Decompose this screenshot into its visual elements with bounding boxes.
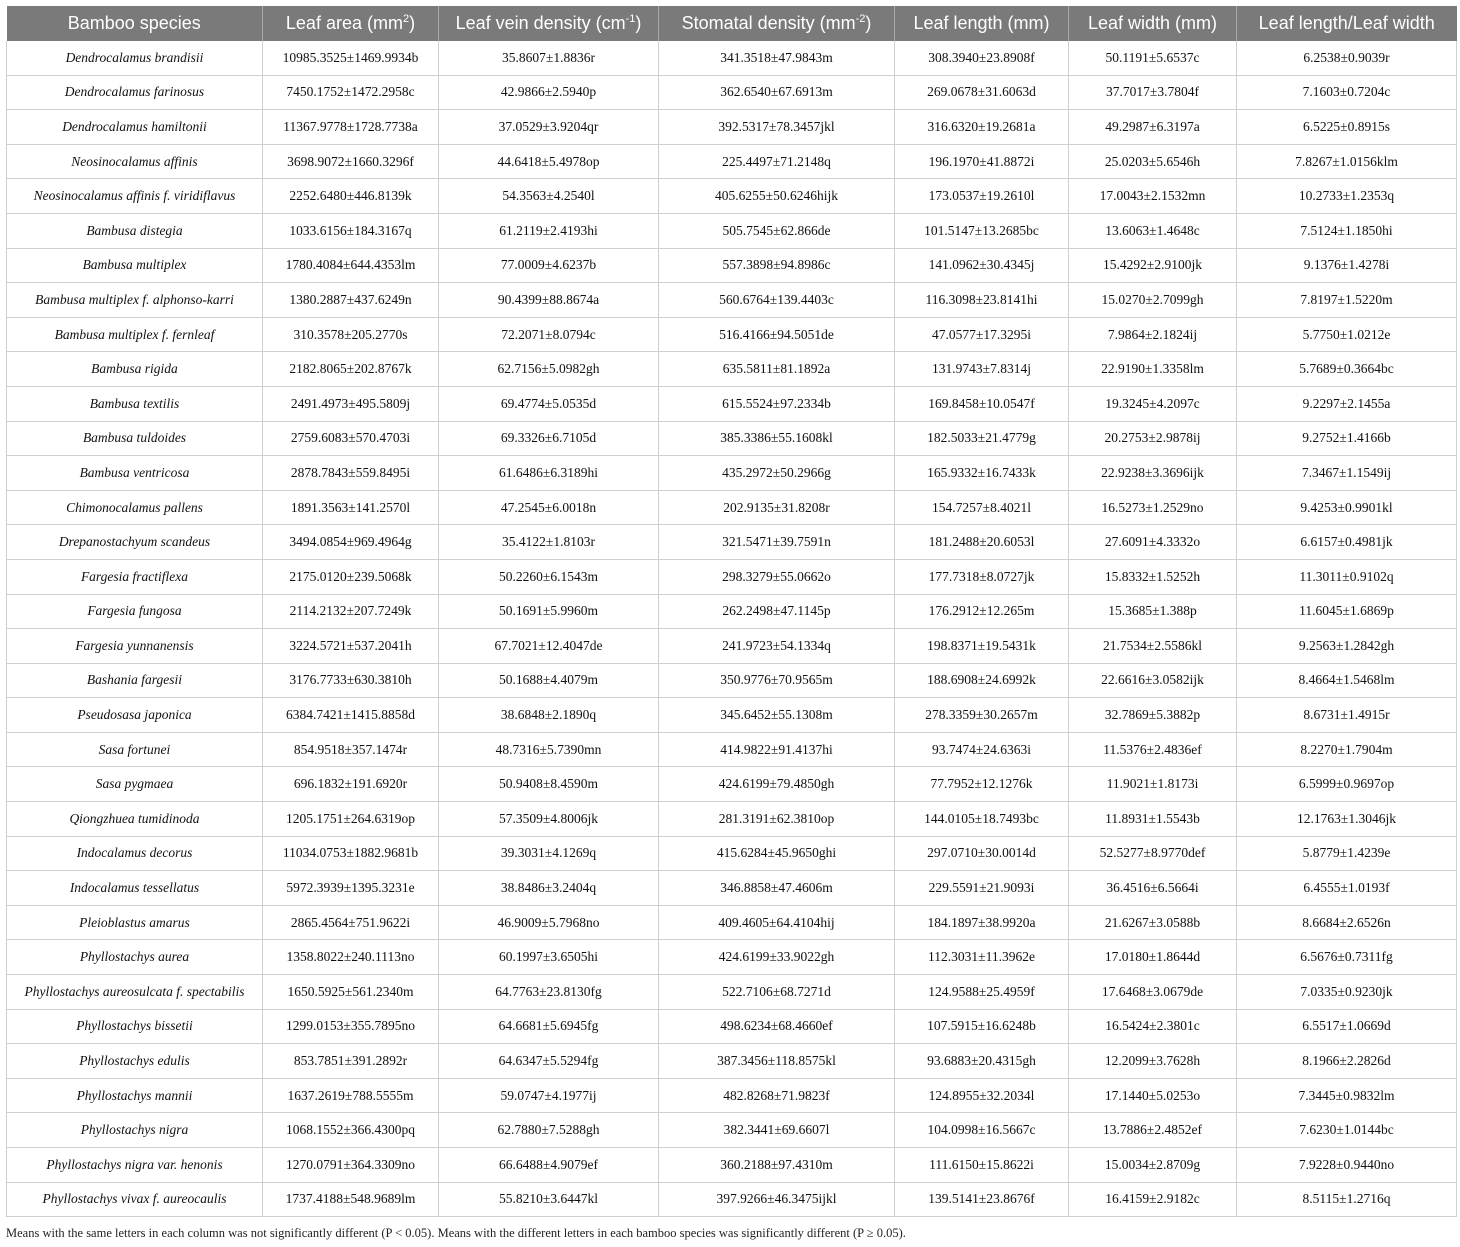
leaf-area-cell: 2878.7843±559.8495i	[263, 456, 439, 491]
species-cell: Indocalamus tessellatus	[7, 871, 263, 906]
vein-density-cell: 39.3031±4.1269q	[439, 836, 659, 871]
stomatal-density-cell: 435.2972±50.2966g	[659, 456, 895, 491]
vein-density-cell: 54.3563±4.2540l	[439, 179, 659, 214]
leaf-width-cell: 13.6063±1.4648c	[1069, 213, 1237, 248]
table-row	[7, 1148, 1457, 1183]
leaf-area-cell: 2175.0120±239.5068k	[263, 559, 439, 594]
table-row	[7, 179, 1457, 214]
species-cell: Bambusa multiplex f. alphonso-karri	[7, 283, 263, 318]
leaf-width-cell: 7.9864±2.1824ij	[1069, 317, 1237, 352]
ratio-cell: 6.4555±1.0193f	[1237, 871, 1457, 906]
leaf-length-cell: 198.8371±19.5431k	[895, 629, 1069, 664]
table-row	[7, 144, 1457, 179]
ratio-cell: 7.6230±1.0144bc	[1237, 1113, 1457, 1148]
leaf-width-cell: 15.4292±2.9100jk	[1069, 248, 1237, 283]
leaf-width-cell: 22.6616±3.0582ijk	[1069, 663, 1237, 698]
vein-density-cell: 64.7763±23.8130fg	[439, 975, 659, 1010]
leaf-width-cell: 16.5424±2.3801c	[1069, 1009, 1237, 1044]
stomatal-density-cell: 392.5317±78.3457jkl	[659, 110, 895, 145]
table-row	[7, 110, 1457, 145]
ratio-cell: 6.5225±0.8915s	[1237, 110, 1457, 145]
table-row	[7, 386, 1457, 421]
leaf-area-cell: 1033.6156±184.3167q	[263, 213, 439, 248]
ratio-cell: 9.2563±1.2842gh	[1237, 629, 1457, 664]
species-cell: Bambusa tuldoides	[7, 421, 263, 456]
ratio-cell: 12.1763±1.3046jk	[1237, 802, 1457, 837]
leaf-width-cell: 25.0203±5.6546h	[1069, 144, 1237, 179]
vein-density-cell: 55.8210±3.6447kl	[439, 1182, 659, 1217]
ratio-cell: 6.2538±0.9039r	[1237, 41, 1457, 75]
species-cell: Bambusa textilis	[7, 386, 263, 421]
leaf-width-cell: 11.5376±2.4836ef	[1069, 732, 1237, 767]
stomatal-density-cell: 346.8858±47.4606m	[659, 871, 895, 906]
vein-density-cell: 46.9009±5.7968no	[439, 905, 659, 940]
vein-density-cell: 38.8486±3.2404q	[439, 871, 659, 906]
ratio-cell: 7.8267±1.0156klm	[1237, 144, 1457, 179]
leaf-area-cell: 3494.0854±969.4964g	[263, 525, 439, 560]
stomatal-density-cell: 262.2498±47.1145p	[659, 594, 895, 629]
species-cell: Drepanostachyum scandeus	[7, 525, 263, 560]
table-row	[7, 940, 1457, 975]
vein-density-cell: 66.6488±4.9079ef	[439, 1148, 659, 1183]
stomatal-density-cell: 321.5471±39.7591n	[659, 525, 895, 560]
leaf-area-cell: 696.1832±191.6920r	[263, 767, 439, 802]
species-cell: Dendrocalamus farinosus	[7, 75, 263, 110]
species-cell: Bashania fargesii	[7, 663, 263, 698]
leaf-width-cell: 16.4159±2.9182c	[1069, 1182, 1237, 1217]
leaf-area-cell: 1650.5925±561.2340m	[263, 975, 439, 1010]
stomatal-density-cell: 345.6452±55.1308m	[659, 698, 895, 733]
vein-density-cell: 77.0009±4.6237b	[439, 248, 659, 283]
leaf-length-cell: 196.1970±41.8872i	[895, 144, 1069, 179]
leaf-length-cell: 93.7474±24.6363i	[895, 732, 1069, 767]
species-cell: Bambusa rigida	[7, 352, 263, 387]
species-cell: Phyllostachys nigra var. henonis	[7, 1148, 263, 1183]
vein-density-cell: 61.2119±2.4193hi	[439, 213, 659, 248]
stomatal-density-cell: 615.5524±97.2334b	[659, 386, 895, 421]
species-cell: Bambusa distegia	[7, 213, 263, 248]
ratio-cell: 7.1603±0.7204c	[1237, 75, 1457, 110]
stomatal-density-cell: 385.3386±55.1608kl	[659, 421, 895, 456]
vein-density-cell: 44.6418±5.4978op	[439, 144, 659, 179]
header-leaf-width: Leaf width (mm)	[1069, 6, 1237, 41]
header-leaf-vein-density: Leaf vein density $(cm^{-1})$	[439, 6, 659, 41]
ratio-cell: 8.6684±2.6526n	[1237, 905, 1457, 940]
vein-density-cell: 42.9866±2.5940p	[439, 75, 659, 110]
ratio-cell: 6.5676±0.7311fg	[1237, 940, 1457, 975]
leaf-length-cell: 101.5147±13.2685bc	[895, 213, 1069, 248]
leaf-area-cell: 2759.6083±570.4703i	[263, 421, 439, 456]
ratio-cell: 6.5517±1.0669d	[1237, 1009, 1457, 1044]
stomatal-density-cell: 635.5811±81.1892a	[659, 352, 895, 387]
leaf-length-cell: 107.5915±16.6248b	[895, 1009, 1069, 1044]
table-row	[7, 836, 1457, 871]
ratio-cell: 7.5124±1.1850hi	[1237, 213, 1457, 248]
leaf-width-cell: 15.0270±2.7099gh	[1069, 283, 1237, 318]
table-container	[6, 6, 1456, 1217]
stomatal-density-cell: 414.9822±91.4137hi	[659, 732, 895, 767]
leaf-area-cell: 11367.9778±1728.7738a	[263, 110, 439, 145]
leaf-length-cell: 316.6320±19.2681a	[895, 110, 1069, 145]
table-row	[7, 456, 1457, 491]
table-row	[7, 283, 1457, 318]
leaf-width-cell: 19.3245±4.2097c	[1069, 386, 1237, 421]
leaf-length-cell: 144.0105±18.7493bc	[895, 802, 1069, 837]
header-leaf-length: Leaf length (mm)	[895, 6, 1069, 41]
leaf-area-cell: 2114.2132±207.7249k	[263, 594, 439, 629]
leaf-area-cell: 1358.8022±240.1113no	[263, 940, 439, 975]
stomatal-density-cell: 397.9266±46.3475ijkl	[659, 1182, 895, 1217]
table-row	[7, 248, 1457, 283]
stomatal-density-cell: 498.6234±68.4660ef	[659, 1009, 895, 1044]
leaf-length-cell: 278.3359±30.2657m	[895, 698, 1069, 733]
leaf-traits-table	[6, 6, 1457, 1217]
ratio-cell: 6.5999±0.9697op	[1237, 767, 1457, 802]
table-row	[7, 317, 1457, 352]
leaf-width-cell: 15.8332±1.5252h	[1069, 559, 1237, 594]
vein-density-cell: 69.4774±5.0535d	[439, 386, 659, 421]
ratio-cell: 7.3445±0.9832lm	[1237, 1078, 1457, 1113]
stomatal-density-cell: 225.4497±71.2148q	[659, 144, 895, 179]
ratio-cell: 9.2297±2.1455a	[1237, 386, 1457, 421]
table-row	[7, 905, 1457, 940]
species-cell: Fargesia yunnanensis	[7, 629, 263, 664]
table-row	[7, 698, 1457, 733]
vein-density-cell: 61.6486±6.3189hi	[439, 456, 659, 491]
leaf-length-cell: 165.9332±16.7433k	[895, 456, 1069, 491]
species-cell: Bambusa ventricosa	[7, 456, 263, 491]
vein-density-cell: 60.1997±3.6505hi	[439, 940, 659, 975]
leaf-area-cell: 5972.3939±1395.3231e	[263, 871, 439, 906]
leaf-area-cell: 2491.4973±495.5809j	[263, 386, 439, 421]
leaf-width-cell: 15.0034±2.8709g	[1069, 1148, 1237, 1183]
leaf-area-cell: 853.7851±391.2892r	[263, 1044, 439, 1079]
leaf-width-cell: 15.3685±1.388p	[1069, 594, 1237, 629]
leaf-width-cell: 50.1191±5.6537c	[1069, 41, 1237, 75]
vein-density-cell: 59.0747±4.1977ij	[439, 1078, 659, 1113]
ratio-cell: 11.6045±1.6869p	[1237, 594, 1457, 629]
species-cell: Sasa pygmaea	[7, 767, 263, 802]
species-cell: Phyllostachys aureosulcata f. spectabilis	[7, 975, 263, 1010]
ratio-cell: 6.6157±0.4981jk	[1237, 525, 1457, 560]
stomatal-density-cell: 409.4605±64.4104hij	[659, 905, 895, 940]
leaf-area-cell: 2252.6480±446.8139k	[263, 179, 439, 214]
vein-density-cell: 57.3509±4.8006jk	[439, 802, 659, 837]
species-cell: Phyllostachys bissetii	[7, 1009, 263, 1044]
ratio-cell: 7.9228±0.9440no	[1237, 1148, 1457, 1183]
ratio-cell: 8.4664±1.5468lm	[1237, 663, 1457, 698]
species-cell: Pseudosasa japonica	[7, 698, 263, 733]
stomatal-density-cell: 241.9723±54.1334q	[659, 629, 895, 664]
species-cell: Phyllostachys nigra	[7, 1113, 263, 1148]
stomatal-density-cell: 424.6199±33.9022gh	[659, 940, 895, 975]
vein-density-cell: 35.8607±1.8836r	[439, 41, 659, 75]
ratio-cell: 5.7750±1.0212e	[1237, 317, 1457, 352]
species-cell: Neosinocalamus affinis f. viridiflavus	[7, 179, 263, 214]
leaf-area-cell: 2865.4564±751.9622i	[263, 905, 439, 940]
ratio-cell: 8.1966±2.2826d	[1237, 1044, 1457, 1079]
species-cell: Fargesia fractiflexa	[7, 559, 263, 594]
leaf-length-cell: 188.6908±24.6992k	[895, 663, 1069, 698]
stomatal-density-cell: 382.3441±69.6607l	[659, 1113, 895, 1148]
header-species: Bamboo species	[7, 6, 263, 41]
leaf-width-cell: 13.7886±2.4852ef	[1069, 1113, 1237, 1148]
table-row	[7, 352, 1457, 387]
table-row	[7, 490, 1457, 525]
leaf-length-cell: 139.5141±23.8676f	[895, 1182, 1069, 1217]
leaf-length-cell: 93.6883±20.4315gh	[895, 1044, 1069, 1079]
leaf-width-cell: 17.1440±5.0253o	[1069, 1078, 1237, 1113]
vein-density-cell: 48.7316±5.7390mn	[439, 732, 659, 767]
stomatal-density-cell: 341.3518±47.9843m	[659, 41, 895, 75]
leaf-width-cell: 11.9021±1.8173i	[1069, 767, 1237, 802]
leaf-area-cell: 3698.9072±1660.3296f	[263, 144, 439, 179]
vein-density-cell: 50.1691±5.9960m	[439, 594, 659, 629]
vein-density-cell: 37.0529±3.9204qr	[439, 110, 659, 145]
stomatal-density-cell: 350.9776±70.9565m	[659, 663, 895, 698]
leaf-width-cell: 17.0180±1.8644d	[1069, 940, 1237, 975]
table-row	[7, 732, 1457, 767]
leaf-length-cell: 141.0962±30.4345j	[895, 248, 1069, 283]
vein-density-cell: 62.7880±7.5288gh	[439, 1113, 659, 1148]
table-row	[7, 975, 1457, 1010]
leaf-width-cell: 52.5277±8.9770def	[1069, 836, 1237, 871]
leaf-length-cell: 111.6150±15.8622i	[895, 1148, 1069, 1183]
leaf-area-cell: 6384.7421±1415.8858d	[263, 698, 439, 733]
ratio-cell: 5.7689±0.3664bc	[1237, 352, 1457, 387]
leaf-area-cell: 11034.0753±1882.9681b	[263, 836, 439, 871]
species-cell: Bambusa multiplex	[7, 248, 263, 283]
table-row	[7, 525, 1457, 560]
leaf-length-cell: 176.2912±12.265m	[895, 594, 1069, 629]
leaf-area-cell: 1891.3563±141.2570l	[263, 490, 439, 525]
leaf-width-cell: 32.7869±5.3882p	[1069, 698, 1237, 733]
leaf-area-cell: 10985.3525±1469.9934b	[263, 41, 439, 75]
stomatal-density-cell: 362.6540±67.6913m	[659, 75, 895, 110]
leaf-area-cell: 854.9518±357.1474r	[263, 732, 439, 767]
species-cell: Dendrocalamus brandisii	[7, 41, 263, 75]
species-cell: Neosinocalamus affinis	[7, 144, 263, 179]
leaf-width-cell: 12.2099±3.7628h	[1069, 1044, 1237, 1079]
leaf-length-cell: 112.3031±11.3962e	[895, 940, 1069, 975]
stomatal-density-cell: 281.3191±62.3810op	[659, 802, 895, 837]
leaf-length-cell: 124.8955±32.2034l	[895, 1078, 1069, 1113]
stomatal-density-cell: 482.8268±71.9823f	[659, 1078, 895, 1113]
leaf-width-cell: 49.2987±6.3197a	[1069, 110, 1237, 145]
table-row	[7, 1182, 1457, 1217]
leaf-width-cell: 22.9190±1.3358lm	[1069, 352, 1237, 387]
leaf-width-cell: 16.5273±1.2529no	[1069, 490, 1237, 525]
leaf-length-cell: 173.0537±19.2610l	[895, 179, 1069, 214]
species-cell: Bambusa multiplex f. fernleaf	[7, 317, 263, 352]
table-row	[7, 663, 1457, 698]
ratio-cell: 7.3467±1.1549ij	[1237, 456, 1457, 491]
species-cell: Indocalamus decorus	[7, 836, 263, 871]
ratio-cell: 8.6731±1.4915r	[1237, 698, 1457, 733]
ratio-cell: 11.3011±0.9102q	[1237, 559, 1457, 594]
leaf-length-cell: 154.7257±8.4021l	[895, 490, 1069, 525]
stomatal-density-cell: 516.4166±94.5051de	[659, 317, 895, 352]
leaf-length-cell: 77.7952±12.1276k	[895, 767, 1069, 802]
species-cell: Dendrocalamus hamiltonii	[7, 110, 263, 145]
leaf-width-cell: 22.9238±3.3696ijk	[1069, 456, 1237, 491]
header-stomatal-density: Stomatal density $(mm^{-2})$	[659, 6, 895, 41]
vein-density-cell: 90.4399±88.8674a	[439, 283, 659, 318]
leaf-length-cell: 124.9588±25.4959f	[895, 975, 1069, 1010]
leaf-length-cell: 182.5033±21.4779g	[895, 421, 1069, 456]
leaf-width-cell: 27.6091±4.3332o	[1069, 525, 1237, 560]
table-footnote: Means with the same letters in each column was not significantly different (P < 0.05). Means with the different letters in each bamboo species was significantly different (P ≥ 0.05).	[6, 1226, 906, 1240]
leaf-area-cell: 1737.4188±548.9689lm	[263, 1182, 439, 1217]
species-cell: Phyllostachys edulis	[7, 1044, 263, 1079]
stomatal-density-cell: 522.7106±68.7271d	[659, 975, 895, 1010]
stomatal-density-cell: 560.6764±139.4403c	[659, 283, 895, 318]
leaf-area-cell: 1380.2887±437.6249n	[263, 283, 439, 318]
leaf-area-cell: 2182.8065±202.8767k	[263, 352, 439, 387]
table-row	[7, 559, 1457, 594]
vein-density-cell: 50.1688±4.4079m	[439, 663, 659, 698]
leaf-length-cell: 47.0577±17.3295i	[895, 317, 1069, 352]
species-cell: Chimonocalamus pallens	[7, 490, 263, 525]
leaf-width-cell: 21.7534±2.5586kl	[1069, 629, 1237, 664]
header-leaf-area: Leaf area $(mm^2)$	[263, 6, 439, 41]
vein-density-cell: 50.9408±8.4590m	[439, 767, 659, 802]
leaf-length-cell: 177.7318±8.0727jk	[895, 559, 1069, 594]
leaf-length-cell: 269.0678±31.6063d	[895, 75, 1069, 110]
leaf-area-cell: 1637.2619±788.5555m	[263, 1078, 439, 1113]
species-cell: Fargesia fungosa	[7, 594, 263, 629]
vein-density-cell: 38.6848±2.1890q	[439, 698, 659, 733]
leaf-width-cell: 36.4516±6.5664i	[1069, 871, 1237, 906]
leaf-area-cell: 1270.0791±364.3309no	[263, 1148, 439, 1183]
stomatal-density-cell: 202.9135±31.8208r	[659, 490, 895, 525]
vein-density-cell: 35.4122±1.8103r	[439, 525, 659, 560]
leaf-area-cell: 1068.1552±366.4300pq	[263, 1113, 439, 1148]
ratio-cell: 7.0335±0.9230jk	[1237, 975, 1457, 1010]
ratio-cell: 8.2270±1.7904m	[1237, 732, 1457, 767]
table-row	[7, 871, 1457, 906]
stomatal-density-cell: 405.6255±50.6246hijk	[659, 179, 895, 214]
leaf-area-cell: 3224.5721±537.2041h	[263, 629, 439, 664]
leaf-length-cell: 181.2488±20.6053l	[895, 525, 1069, 560]
table-row	[7, 213, 1457, 248]
leaf-area-cell: 1780.4084±644.4353lm	[263, 248, 439, 283]
ratio-cell: 9.4253±0.9901kl	[1237, 490, 1457, 525]
vein-density-cell: 64.6347±5.5294fg	[439, 1044, 659, 1079]
stomatal-density-cell: 415.6284±45.9650ghi	[659, 836, 895, 871]
ratio-cell: 8.5115±1.2716q	[1237, 1182, 1457, 1217]
species-cell: Phyllostachys aurea	[7, 940, 263, 975]
table-row	[7, 767, 1457, 802]
vein-density-cell: 67.7021±12.4047de	[439, 629, 659, 664]
vein-density-cell: 69.3326±6.7105d	[439, 421, 659, 456]
ratio-cell: 9.2752±1.4166b	[1237, 421, 1457, 456]
ratio-cell: 10.2733±1.2353q	[1237, 179, 1457, 214]
species-cell: Qiongzhuea tumidinoda	[7, 802, 263, 837]
leaf-length-cell: 131.9743±7.8314j	[895, 352, 1069, 387]
leaf-width-cell: 21.6267±3.0588b	[1069, 905, 1237, 940]
species-cell: Pleioblastus amarus	[7, 905, 263, 940]
vein-density-cell: 72.2071±8.0794c	[439, 317, 659, 352]
stomatal-density-cell: 298.3279±55.0662o	[659, 559, 895, 594]
leaf-area-cell: 1205.1751±264.6319op	[263, 802, 439, 837]
header-row	[7, 6, 1457, 41]
vein-density-cell: 64.6681±5.6945fg	[439, 1009, 659, 1044]
table-row	[7, 802, 1457, 837]
table-row	[7, 1078, 1457, 1113]
ratio-cell: 7.8197±1.5220m	[1237, 283, 1457, 318]
leaf-length-cell: 116.3098±23.8141hi	[895, 283, 1069, 318]
leaf-width-cell: 20.2753±2.9878ij	[1069, 421, 1237, 456]
vein-density-cell: 47.2545±6.0018n	[439, 490, 659, 525]
leaf-width-cell: 17.0043±2.1532mn	[1069, 179, 1237, 214]
leaf-width-cell: 37.7017±3.7804f	[1069, 75, 1237, 110]
leaf-length-cell: 169.8458±10.0547f	[895, 386, 1069, 421]
ratio-cell: 9.1376±1.4278i	[1237, 248, 1457, 283]
stomatal-density-cell: 505.7545±62.866de	[659, 213, 895, 248]
leaf-length-cell: 184.1897±38.9920a	[895, 905, 1069, 940]
table-body	[7, 41, 1457, 1217]
stomatal-density-cell: 557.3898±94.8986c	[659, 248, 895, 283]
leaf-length-cell: 229.5591±21.9093i	[895, 871, 1069, 906]
leaf-width-cell: 11.8931±1.5543b	[1069, 802, 1237, 837]
table-row	[7, 41, 1457, 75]
species-cell: Phyllostachys vivax f. aureocaulis	[7, 1182, 263, 1217]
leaf-width-cell: 17.6468±3.0679de	[1069, 975, 1237, 1010]
table-row	[7, 594, 1457, 629]
table-row	[7, 421, 1457, 456]
leaf-area-cell: 7450.1752±1472.2958c	[263, 75, 439, 110]
stomatal-density-cell: 424.6199±79.4850gh	[659, 767, 895, 802]
vein-density-cell: 50.2260±6.1543m	[439, 559, 659, 594]
table-row	[7, 629, 1457, 664]
stomatal-density-cell: 387.3456±118.8575kl	[659, 1044, 895, 1079]
table-row	[7, 75, 1457, 110]
leaf-area-cell: 1299.0153±355.7895no	[263, 1009, 439, 1044]
vein-density-cell: 62.7156±5.0982gh	[439, 352, 659, 387]
leaf-length-cell: 308.3940±23.8908f	[895, 41, 1069, 75]
leaf-length-cell: 104.0998±16.5667c	[895, 1113, 1069, 1148]
table-row	[7, 1113, 1457, 1148]
table-row	[7, 1044, 1457, 1079]
species-cell: Phyllostachys mannii	[7, 1078, 263, 1113]
leaf-area-cell: 310.3578±205.2770s	[263, 317, 439, 352]
species-cell: Sasa fortunei	[7, 732, 263, 767]
header-length-width-ratio: Leaf length/Leaf width	[1237, 6, 1457, 41]
leaf-area-cell: 3176.7733±630.3810h	[263, 663, 439, 698]
ratio-cell: 5.8779±1.4239e	[1237, 836, 1457, 871]
stomatal-density-cell: 360.2188±97.4310m	[659, 1148, 895, 1183]
leaf-length-cell: 297.0710±30.0014d	[895, 836, 1069, 871]
table-row	[7, 1009, 1457, 1044]
